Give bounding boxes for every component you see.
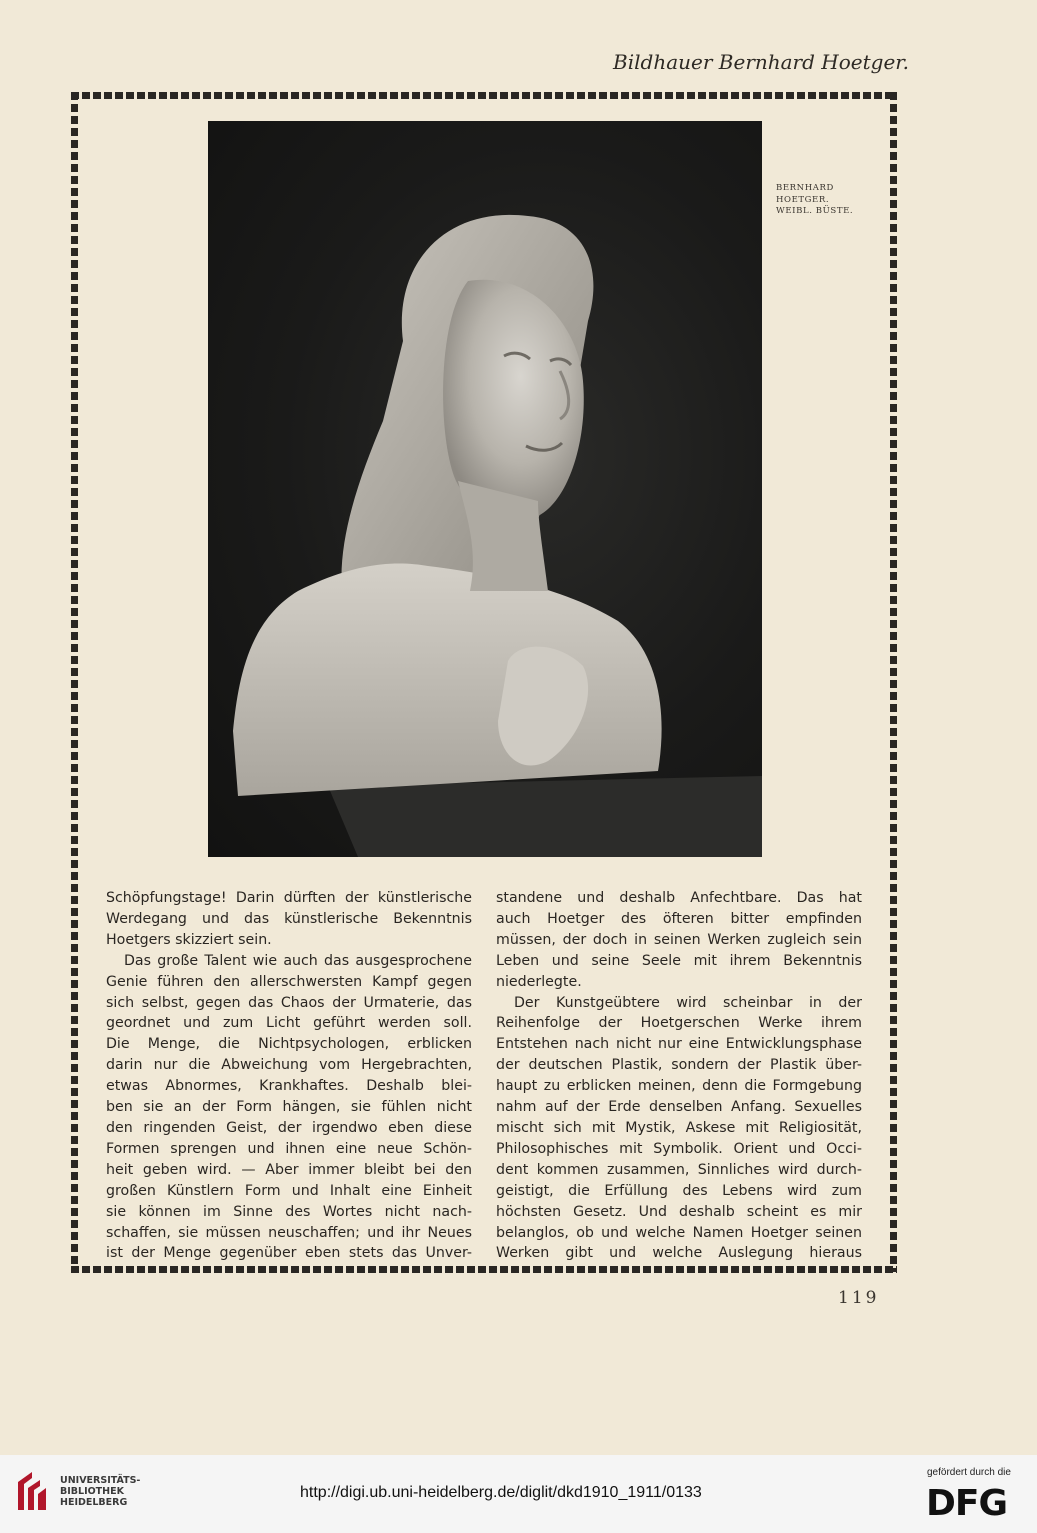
text-line: Die Menge, die Nichtpsychologen, erblicken [106,1036,472,1053]
ornamental-border-top [71,92,897,99]
text-line: nahm auf der Erde denselben Anfang. Sexuelles [496,1099,862,1116]
text-line: geordnet und zum Licht geführt werden soll. [106,1015,472,1032]
text-line: Der Kunstgeübtere wird scheinbar in der [514,994,862,1011]
text-line: geistigt, die Erfüllung des Lebens wird zum [496,1182,862,1199]
text-line: niederlegte. [496,973,582,990]
library-logo-icon [14,1468,50,1514]
funding-note: gefördert durch die [927,1467,1011,1478]
text-line: auch Hoetger des öfteren bitter empfinden [496,910,862,927]
bust-photograph [208,121,762,857]
ornamental-border-right [890,92,897,1272]
text-line: Das große Talent wie auch das ausgesprochene [124,952,472,969]
text-column-right [496,888,862,1264]
text-line: mischt sich mit Mystik, Askese mit Religiosität, [496,1119,862,1136]
caption-line: HOETGER. [776,194,830,205]
text-line: belanglos, ob und welche Namen Hoetger seinen [496,1224,862,1241]
caption-line: WEIBL. BÜSTE. [776,206,854,216]
text-line: darin nur die Abweichung vom Hergebrachten, [106,1057,472,1074]
text-line: ben sie an der Form hängen, sie fühlen nicht [106,1099,472,1116]
text-line: Werdegang und das künstlerische Bekenntnis [106,910,472,927]
text-line: Philosophisches mit Symbolik. Orient und Occi- [496,1140,862,1157]
text-line: dent kommen zusammen, Sinnliches wird durch- [496,1161,862,1178]
text-line: Werken gibt und welche Auslegung hieraus [496,1245,862,1262]
text-line: schaffen, sie müssen neuschaffen; und ihr Neues [106,1224,472,1241]
text-line: heit geben wird. — Aber immer bleibt bei den [106,1161,472,1178]
library-name: UNIVERSITÄTS- BIBLIOTHEK HEIDELBERG [60,1475,141,1508]
text-line: höchsten Gesetz. Und deshalb scheint es mir [496,1203,862,1220]
text-line: Entstehen nach nicht nur eine Entwicklungsphase [496,1036,862,1053]
text-line: Leben und seine Seele mit ihrem Bekenntnis [496,952,862,969]
text-line: ist der Menge gegenüber eben stets das Unver- [106,1245,472,1262]
text-line: der deutschen Plastik, sondern der Plastik über- [496,1057,862,1074]
text-line: großen Künstlern Form und Inhalt eine Einheit [106,1182,472,1199]
ornamental-border-left [71,92,78,1272]
ornamental-border-bottom [71,1266,897,1273]
page-number: 119 [838,1288,880,1308]
text-line: Hoetgers skizziert sein. [106,931,272,948]
text-line: müssen, der doch in seinen Werken zugleich sein [496,931,862,948]
text-line: Schöpfungstage! Darin dürften der künstlerische [106,890,472,906]
text-line: Reihenfolge der Hoetgerschen Werke ihrem [496,1015,862,1032]
caption-line: BERNHARD [776,183,834,193]
text-line: haupt zu erblicken meinen, denn die Formgebung [496,1078,862,1095]
text-line: standene und deshalb Anfechtbare. Das hat [496,890,862,906]
text-line: Formen sprengen und ihnen eine neue Schön- [106,1140,472,1157]
text-line: den ringenden Geist, der irgendwo eben diese [106,1119,472,1136]
dfg-logo: DFG [926,1483,1008,1524]
figure-caption [776,183,896,218]
bust-sculpture-illustration [208,121,762,857]
text-line: sich selbst, gegen das Chaos der Urmaterie, das [106,994,472,1011]
text-line: sie können im Sinne des Wortes nicht nach- [106,1203,472,1220]
permalink-url[interactable]: http://digi.ub.uni-heidelberg.de/diglit/dkd1910_1911/0133 [300,1484,702,1501]
text-line: etwas Abnormes, Krankhaftes. Deshalb blei- [106,1078,472,1095]
text-column-left [106,888,472,1264]
text-line: Genie führen den allerschwersten Kampf gegen [106,973,472,990]
running-head: Bildhauer Bernhard Hoetger. [613,50,909,74]
